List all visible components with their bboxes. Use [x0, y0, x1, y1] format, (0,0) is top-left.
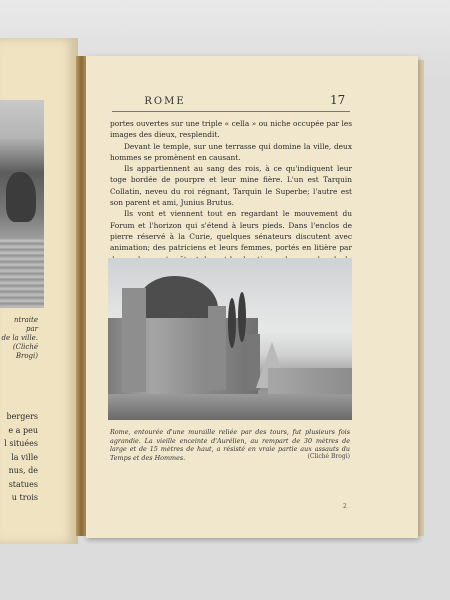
photo-cypress-shape — [238, 292, 246, 342]
aurelian-wall-photo — [108, 258, 352, 420]
left-text-line: e a peu — [8, 425, 38, 435]
photo-tower-shape — [208, 306, 226, 390]
left-page-photo — [0, 100, 44, 308]
paragraph: Devant le temple, sur une terrasse qui domine la ville, deux hommes se promènent en causant. — [110, 141, 352, 162]
photo-cypress-shape — [228, 298, 236, 348]
left-caption-line: (Cliché Brogi) — [12, 343, 38, 360]
figure-caption: Rome, entourée d'une muraille reliée par des tours, fut plusieurs fois agrandie. La vieille enceinte d'Aurélien, au rempart de 30 mètres de large et de 15 mètres de haut, a résisté en vraie partie aux assauts du Temps et des Hommes. — [110, 428, 350, 462]
page-number: 17 — [330, 93, 346, 107]
left-text-line: l situées — [4, 439, 38, 448]
left-text-line: u trois — [11, 493, 38, 502]
photo-water-shape — [0, 238, 44, 308]
paragraph: portes ouvertes sur une triple « cella » ou niche occupée par les images des dieux, resplendit. — [110, 119, 352, 140]
left-text-line: bergers — [6, 412, 38, 421]
left-page-text — [0, 410, 38, 505]
figure-credit: (Cliché Brogi) — [307, 453, 350, 460]
photo-far-wall-shape — [268, 368, 352, 394]
page-edges — [418, 60, 424, 536]
photo-tree-shape — [6, 172, 36, 222]
photo-road-shape — [108, 394, 352, 420]
left-caption-line: de la ville. — [1, 334, 38, 342]
left-text-line: nus, de — [8, 466, 38, 475]
running-head: ROME — [144, 96, 186, 107]
left-text-line: la ville — [11, 452, 38, 462]
photo-tower-shape — [122, 288, 146, 392]
header-rule — [112, 111, 350, 112]
left-page — [0, 38, 78, 544]
left-page-caption — [0, 316, 38, 361]
paragraph: Ils vont et viennent tout en regardant le mouvement du Forum et l'horizon qui s'étend à leurs pieds. Dans l'enclos de pierre réservé à la Curie, quelques sénateurs discutent avec animation; des patriciens et leurs femmes, portés en litière par — [110, 209, 352, 253]
paragraph: Ils appartiennent au sang des rois, à ce qu'indiquent leur toge bordée de pourpre et leur mine fière. L'un est Tarquin Collatin, neveu du roi régnant, Tarquin le Superbe; l'autre est son parent et ami, Junius Brutus. — [110, 164, 352, 208]
left-caption-line: ntraite par — [13, 316, 38, 333]
left-text-line: statues — [8, 479, 38, 489]
signature-mark: 2 — [343, 503, 347, 510]
